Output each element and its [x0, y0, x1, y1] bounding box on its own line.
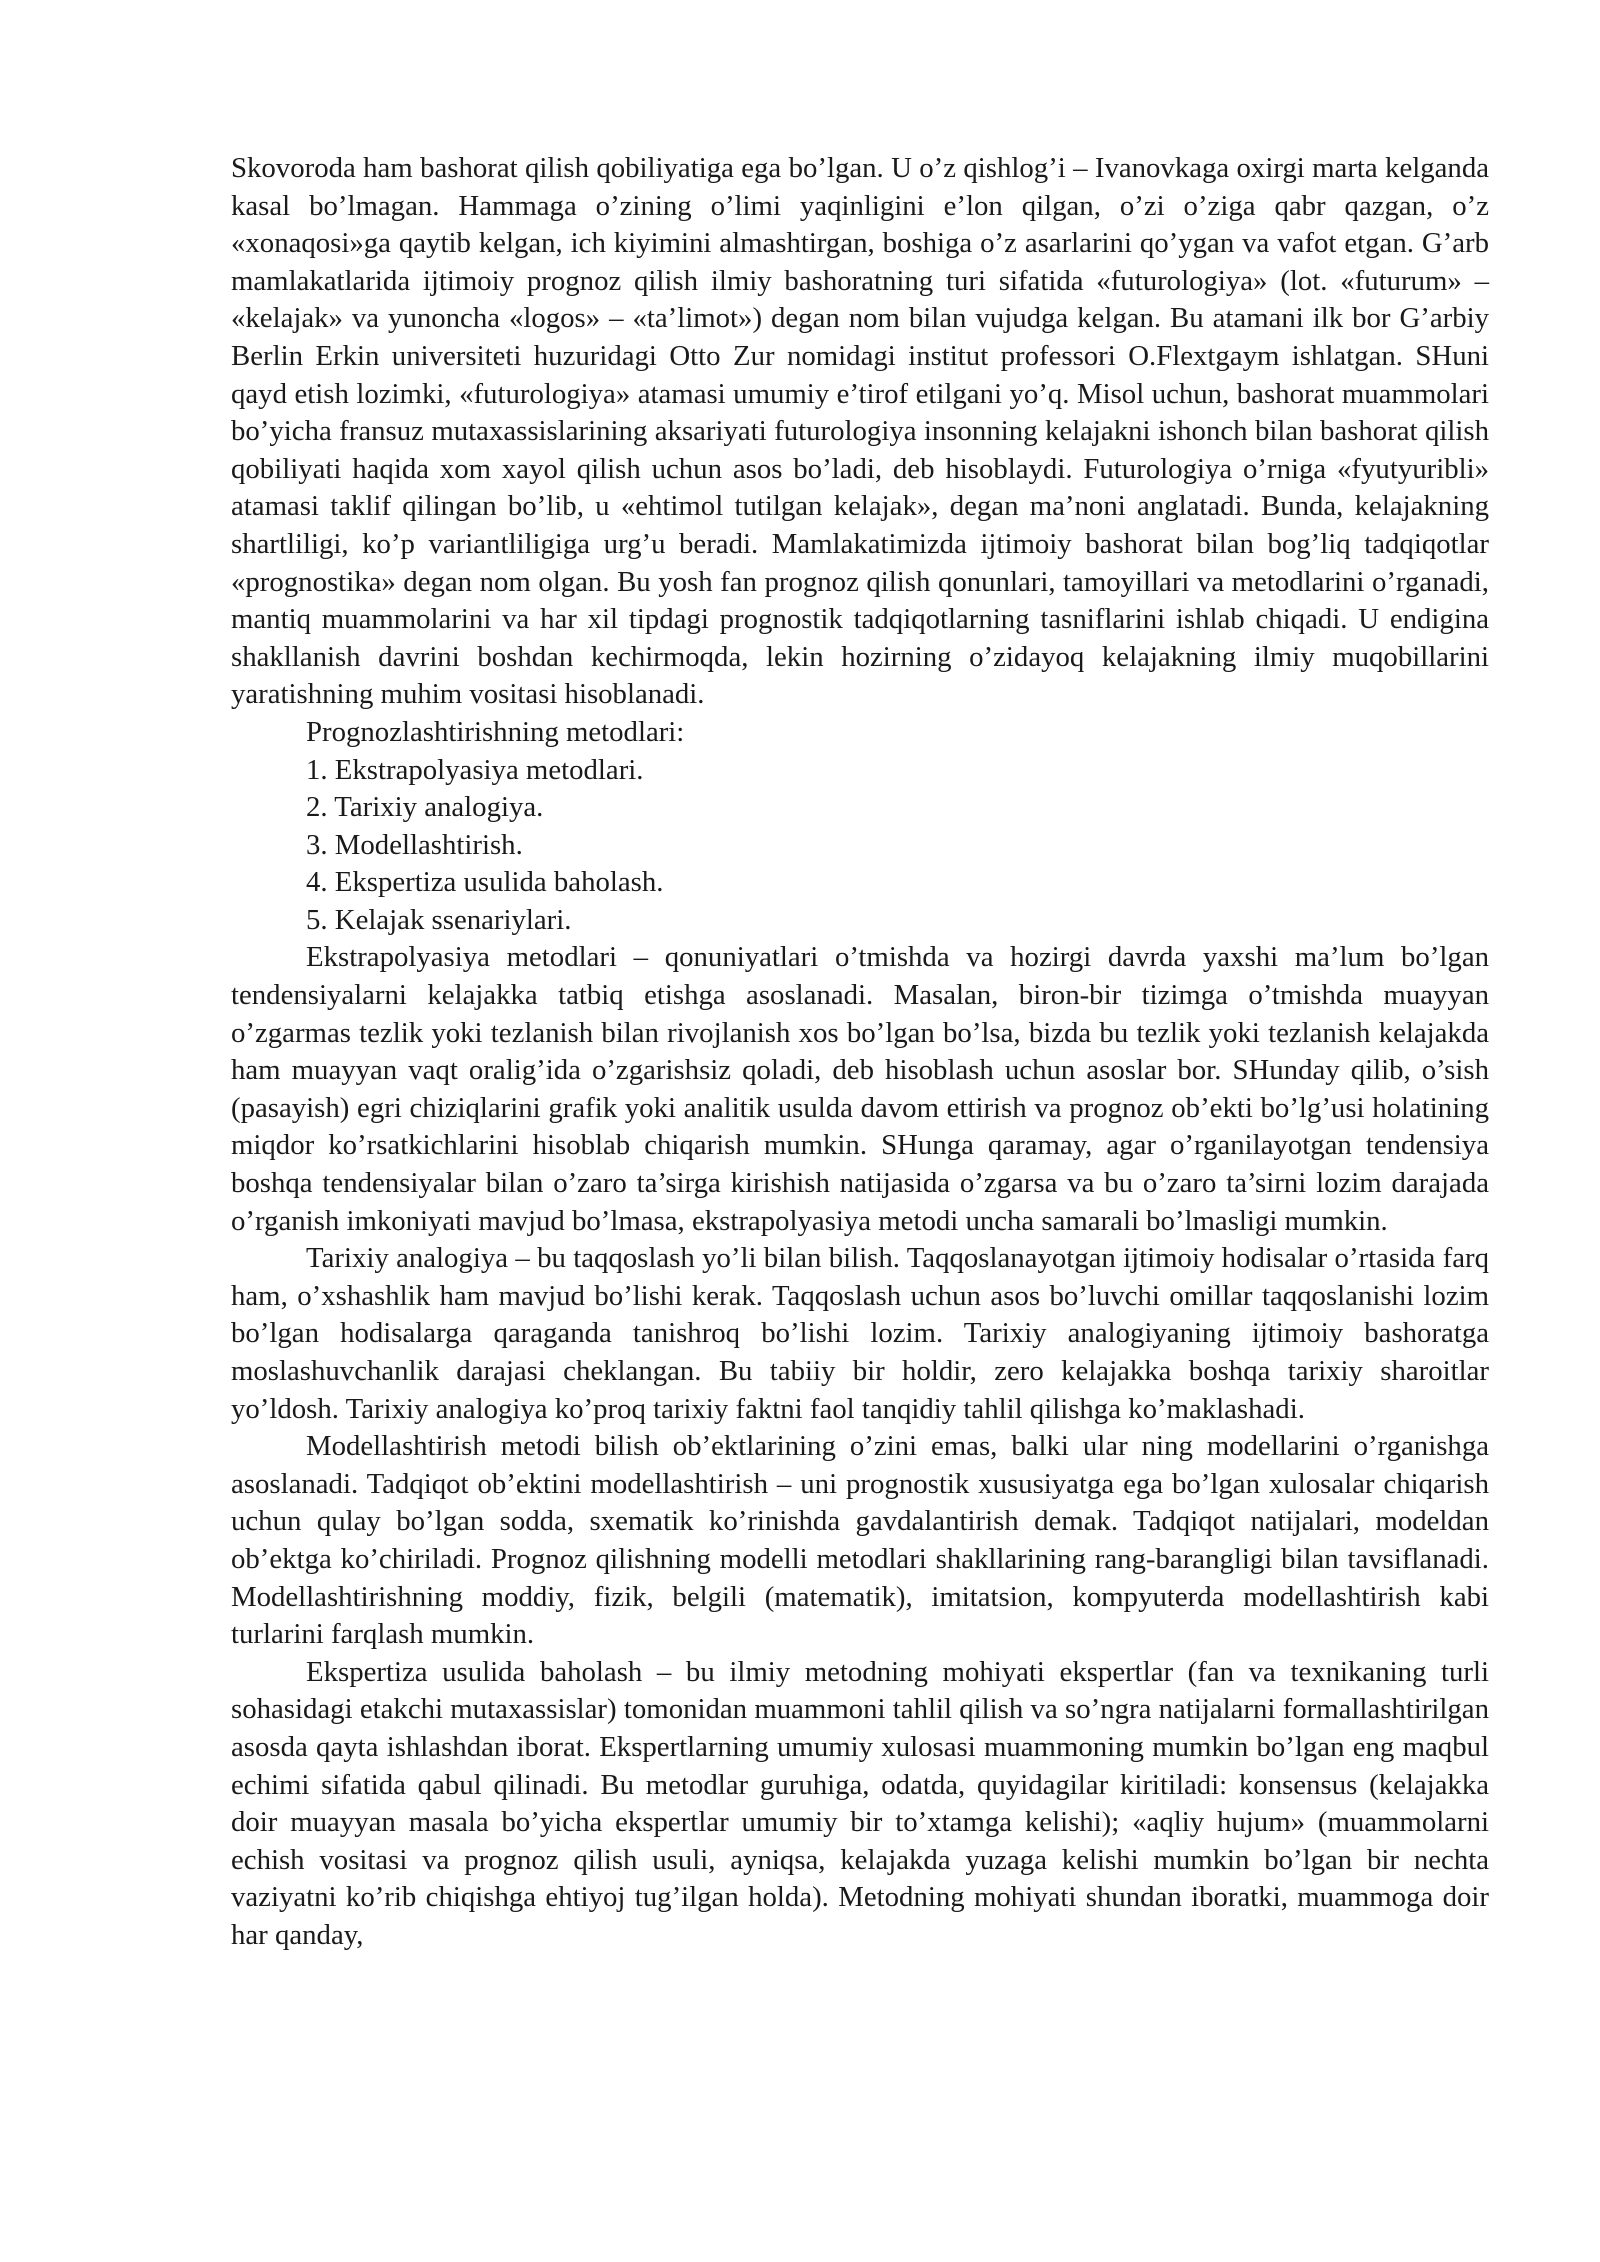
methods-list [231, 752, 1489, 940]
paragraph-historical-analogy: Tarixiy analogiya – bu taqqoslash yo’li bilan bilish. Taqqoslanayotgan ijtimoiy hodisalar o’rtasida farq ham, o’xshashlik ham mavjud bo’lishi kerak. Taqqoslash uchun asos bo’luvchi omillar taqqoslanishi lozim bo’lgan hodisalarga qaraganda tanishroq bo’lishi lozim. Tarixiy analogiyaning ijtimoiy bashoratga moslashuvchanlik darajasi cheklangan. Bu tabiiy bir holdir, zero kelajakka boshqa tarixiy sharoitlar yo’ldosh. Tarixiy analogiya ko’proq tarixiy faktni faol tanqidiy tahlil qilishga ko’maklashadi. [231, 1242, 1489, 1425]
list-item: 1. Ekstrapolyasiya metodlari. [306, 753, 644, 786]
list-item: 4. Ekspertiza usulida baholash. [306, 866, 664, 899]
paragraph-extrapolation: Ekstrapolyasiya metodlari – qonuniyatlari o’tmishda va hozirgi davrda yaxshi ma’lum bo’lgan tendensiyalarni kelajakka tatbiq etishga asoslanadi. Masalan, biron-bir tizimga o’tmishda muayyan o’zgarmas tezlik yoki tezlanish bilan rivojlanish xos bo’lgan bo’lsa, bizda bu tezlik yoki tezlanish kelajakda ham muayyan vaqt oralig’ida o’zgarishsiz qoladi, deb hisoblash uchun asoslar bor. SHunday qilib, o’sish (pasayish) egri chiziqlarini grafik yoki analitik usulda davom ettirish va prognoz ob’ekti bo’lg’usi holatining miqdor ko’rsatkichlarini hisoblab chiqarish mumkin. SHunga qaramay, agar o’rganilayotgan tendensiya boshqa tendensiyalar bilan o’zaro ta’sirga kirishish natijasida o’zgarsa va bu o’zaro ta’sirni lozim darajada o’rganish imkoniyati mavjud bo’lmasa, ekstrapolyasiya metodi uncha samarali bo’lmasligi mumkin. [231, 941, 1489, 1237]
paragraph-modelling: Modellashtirish metodi bilish ob’ektlarining o’zini emas, balki ular ning modellarini o’rganishga asoslanadi. Tadqiqot ob’ektini modellashtirish – uni prognostik xususiyatga ega bo’lgan xulosalar chiqarish uchun qulay bo’lgan sodda, sxematik ko’rinishda gavdalantirish demak. Tadqiqot natijalari, modeldan ob’ektga ko’chiriladi. Prognoz qilishning modelli metodlari shakllarining rang-barangligi bilan tavsiflanadi. Modellashtirishning moddiy, fizik, belgili (matematik), imitatsion, kompyuterda modellashtirish kabi turlarini farqlash mumkin. [231, 1430, 1489, 1651]
list-item: 3. Modellashtirish. [306, 828, 523, 861]
list-item: 5. Kelajak ssenariylari. [306, 903, 572, 936]
document-page [231, 150, 1489, 1955]
paragraph-skovoroda: Skovoroda ham bashorat qilish qobiliyatiga ega bo’lgan. U o’z qishlog’i – Ivanovkaga oxirgi marta kelganda kasal bo’lmagan. Hammaga o’zining o’limi yaqinligini e’lon qilgan, o’zi o’ziga qabr qazgan, o’z «xonaqosi»ga qaytib kelgan, ich kiyimini almashtirgan, boshiga o’z asarlarini qo’ygan va vafot etgan. G’arb mamlakatlarida ijtimoiy prognoz qilish ilmiy bashoratning turi sifatida «futurologiya» (lot. «futurum» – «kelajak» va yunoncha «logos» – «ta’limot») degan nom bilan vujudga kelgan. Bu atamani ilk bor G’arbiy Berlin Erkin universiteti huzuridagi Otto Zur nomidagi institut professori O.Flextgaym ishlatgan. SHuni qayd etish lozimki, «futurologiya» atamasi umumiy e’tirof etilgani yo’q. Misol uchun, bashorat muammolari bo’yicha fransuz mutaxassislarining aksariyati futurologiya insonning kelajakni ishonch bilan bashorat qilish qobiliyati haqida xom xayol qilish uchun asos bo’ladi, deb hisoblaydi. Futurologiya o’rniga «fyutyuribli» atamasi taklif qilingan bo’lib, u «ehtimol tutilgan kelajak», degan ma’noni anglatadi. Bunda, kelajakning shartliligi, ko’p variantliligiga urg’u beradi. Mamlakatimizda ijtimoiy bashorat bilan bog’liq tadqiqotlar «prognostika» degan nom olgan. Bu yosh fan prognoz qilish qonunlari, tamoyillari va metodlarini o’rganadi, mantiq muammolarini va har xil tipdagi prognostik tadqiqotlarning tasniflarini ishlab chiqadi. U endigina shakllanish davrini boshdan kechirmoqda, lekin hozirning o’zidayoq kelajakning ilmiy muqobillarini yaratishning muhim vositasi hisoblanadi. [231, 152, 1489, 711]
paragraph-expert-assessment: Ekspertiza usulida baholash – bu ilmiy metodning mohiyati ekspertlar (fan va texnikaning turli sohasidagi etakchi mutaxassislar) tomonidan muammoni tahlil qilish va so’ngra natijalarni formallashtirilgan asosda qayta ishlashdan iborat. Ekspertlarning umumiy xulosasi muammoning mumkin bo’lgan eng maqbul echimi sifatida qabul qilinadi. Bu metodlar guruhiga, odatda, quyidagilar kiritiladi: konsensus (kelajakka doir muayyan masala bo’yicha ekspertlar umumiy bir to’xtamga kelishi); «aqliy hujum» (muammolarni echish vositasi va prognoz qilish usuli, ayniqsa, kelajakda yuzaga kelishi mumkin bo’lgan bir nechta vaziyatni ko’rib chiqishga ehtiyoj tug’ilgan holda). Metodning mohiyati shundan iboratki, muammoga doir har qanday, [231, 1655, 1489, 1951]
list-item: 2. Tarixiy analogiya. [306, 791, 544, 824]
methods-heading: Prognozlashtirishning metodlari: [306, 715, 685, 748]
